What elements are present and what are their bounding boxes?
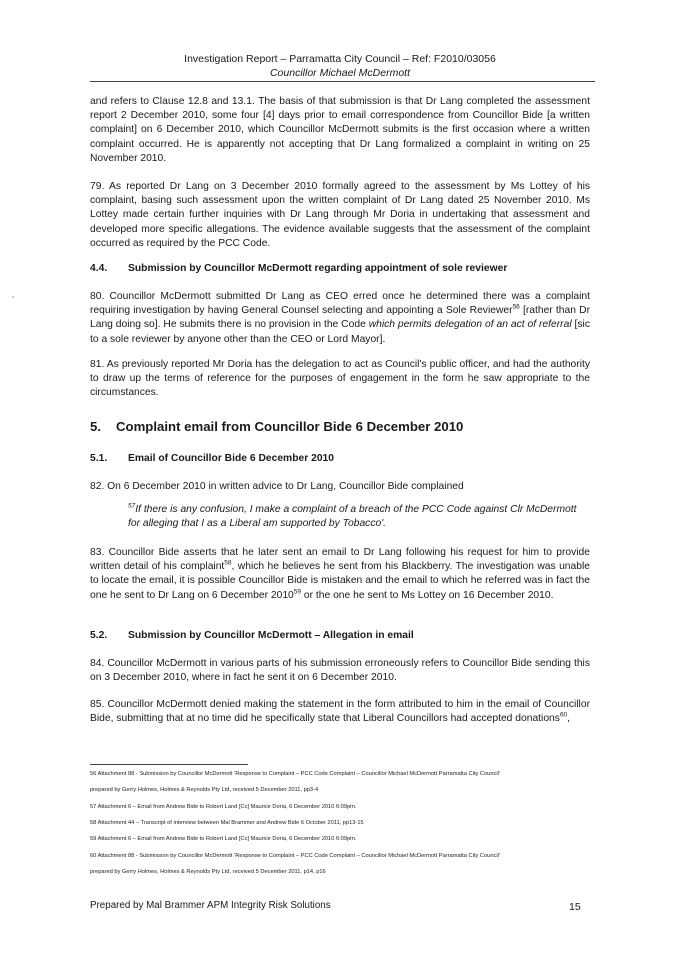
header-subtitle: Councillor Michael McDermott xyxy=(269,67,411,79)
paragraph-83 xyxy=(90,546,590,603)
paragraph-text: 80. Councillor McDermott submitted Dr Lang as CEO erred once he determined there was a complaint requiring investigation by having General Counsel selecting and appointing a Sole Reviewer xyxy=(90,291,590,317)
footnote-ref-57: 57 xyxy=(128,502,136,510)
paragraph-text: 84. Councillor McDermott in various parts of his submission erroneously refers to Councillor Bide sending this on 3 December 2010, where in fact he sent it on 6 December 2010. xyxy=(90,658,590,684)
footnote-57: 57 Attachment 6 – Email from Andrew Bide to Robert Land [Cc] Maurice Doria, 6 December 2010 6:09pm. xyxy=(90,804,357,810)
footnote-ref-56: 56 xyxy=(512,303,520,311)
quote-text: If there is any confusion, I make a complaint of a breach of the PCC Code against Clr McDermott for alleging that I as a Liberal am supported by Tobacco'. xyxy=(128,504,577,530)
heading-4-4 xyxy=(90,262,590,276)
paragraph-text: and refers to Clause 12.8 and 13.1. The basis of that submission is that Dr Lang completed the assessment report 2 December 2010, some four [4] days prior to email correspondence from Councillor Bide [a written complaint] on 6 December 2010, which Councillor McDermott submits is the first occasion where a written complaint occurred. He is apparently not accepting that Dr Lang formalized a complaint in writing on 25 November 2010. xyxy=(90,96,590,164)
paragraph-text: 82. On 6 December 2010 in written advice to Dr Lang, Councillor Bide complained xyxy=(90,481,464,492)
paragraph-84 xyxy=(90,657,590,685)
heading-number: 5.2. xyxy=(90,630,108,641)
margin-mark xyxy=(12,296,14,298)
paragraph-text: 79. As reported Dr Lang on 3 December 2010 formally agreed to the assessment by Ms Lottey of his complaint, basing such assessment upon the written complaint of Dr Lang dated 25 November 2010. Ms Lottey made certain further inquiries with Dr Lang through Mr Doria in undertaking that assessment and developed more specific allegations. The evidence available suggests that the assessment of the complaint occurred as required by the PCC Code. xyxy=(90,181,590,249)
header-rule xyxy=(90,81,595,82)
heading-5-2 xyxy=(90,629,590,643)
footnote-ref-59: 59 xyxy=(293,588,302,596)
footnote-56-continued: prepared by Gerry Holmes, Holmes & Reynolds Pty Ltd, received 5 December 2011, pp3-4 xyxy=(90,787,319,793)
paragraph-text: or the one he sent to Ms Lottey on 16 December 2010. xyxy=(301,589,554,601)
heading-5 xyxy=(90,419,590,435)
page-number: 15 xyxy=(569,901,581,913)
heading-text: Email of Councillor Bide 6 December 2010 xyxy=(128,453,335,464)
paragraph-85 xyxy=(90,698,590,726)
heading-number: 5. xyxy=(90,419,101,434)
paragraph-82 xyxy=(90,480,590,494)
heading-text: Submission by Councillor McDermott – Allegation in email xyxy=(128,630,414,641)
heading-text: Submission by Councillor McDermott regarding appointment of sole reviewer xyxy=(128,263,508,274)
paragraph-text: , xyxy=(567,713,571,725)
heading-text: Complaint email from Councillor Bide 6 December 2010 xyxy=(116,419,464,434)
footnote-58: 58 Attachment 44 – Transcript of interview between Mal Brammer and Andrew Bide 6 October 2011, pp13-15 xyxy=(90,820,364,826)
footnote-separator xyxy=(90,764,248,765)
footnote-ref-60: 60 xyxy=(559,711,568,719)
paragraph-79 xyxy=(90,180,590,251)
paragraph-80 xyxy=(90,290,590,347)
paragraph-text: 81. As previously reported Mr Doria has the delegation to act as Council's public officer, and had the authority to draw up the terms of reference for the purposes of engagement in the form he saw appropriate to the circumstances. xyxy=(90,359,590,399)
paragraph-text: [rather than Dr Lang doing so]. He submits there is no provision in the Code xyxy=(90,305,591,331)
block-quote xyxy=(128,503,588,531)
paragraph-continued xyxy=(90,95,590,166)
heading-number: 5.1. xyxy=(90,453,108,464)
paragraph-text: [sic to a sole reviewer by anyone other than the CEO or Lord Mayor]. xyxy=(90,319,590,345)
footnote-60-continued: prepared by Gerry Holmes, Holmes & Reynolds Pty Ltd, received 5 December 2011, p14, p16 xyxy=(90,869,326,875)
heading-number: 4.4. xyxy=(90,263,108,274)
footnote-60: 60 Attachment 88 - Submission by Councillor McDermott 'Response to Complaint – PCC Code Complaint – Councillor Michael McDermott Parramatta City Council' xyxy=(90,853,500,859)
footnote-59: 59 Attachment 6 – Email from Andrew Bide to Robert Land [Cc] Maurice Doria, 6 December 2010 6:09pm. xyxy=(90,836,357,842)
paragraph-text: , which he believes he sent from his Blackberry. The investigation was unable to locate the email, it is possible Councillor Bide is mistaken and the email to which he referred was in fact the one he sent to Dr Lang on 6 December 2010 xyxy=(90,561,590,601)
footer-prepared-by: Prepared by Mal Brammer APM Integrity Risk Solutions xyxy=(90,900,331,911)
footnote-ref-58: 58 xyxy=(224,559,232,567)
paragraph-81 xyxy=(90,358,590,401)
paragraph-text: 83. Councillor Bide asserts that he later sent an email to Dr Lang following his request for him to provide written detail of his complaint xyxy=(90,547,590,573)
paragraph-italic-text: which permits delegation of an act of referral xyxy=(368,319,572,331)
footnote-56: 56 Attachment 88 - Submission by Councillor McDermott 'Response to Complaint – PCC Code Complaint – Councillor Michael McDermott Parramatta City Council' xyxy=(90,771,500,777)
paragraph-text: 85. Councillor McDermott denied making the statement in the form attributed to him in the email of Councillor Bide, submitting that at no time did he specifically state that Liberal Councillors had accepted donations xyxy=(90,699,590,725)
header-title: Investigation Report – Parramatta City Council – Ref: F2010/03056 xyxy=(184,53,496,65)
heading-5-1 xyxy=(90,452,590,466)
